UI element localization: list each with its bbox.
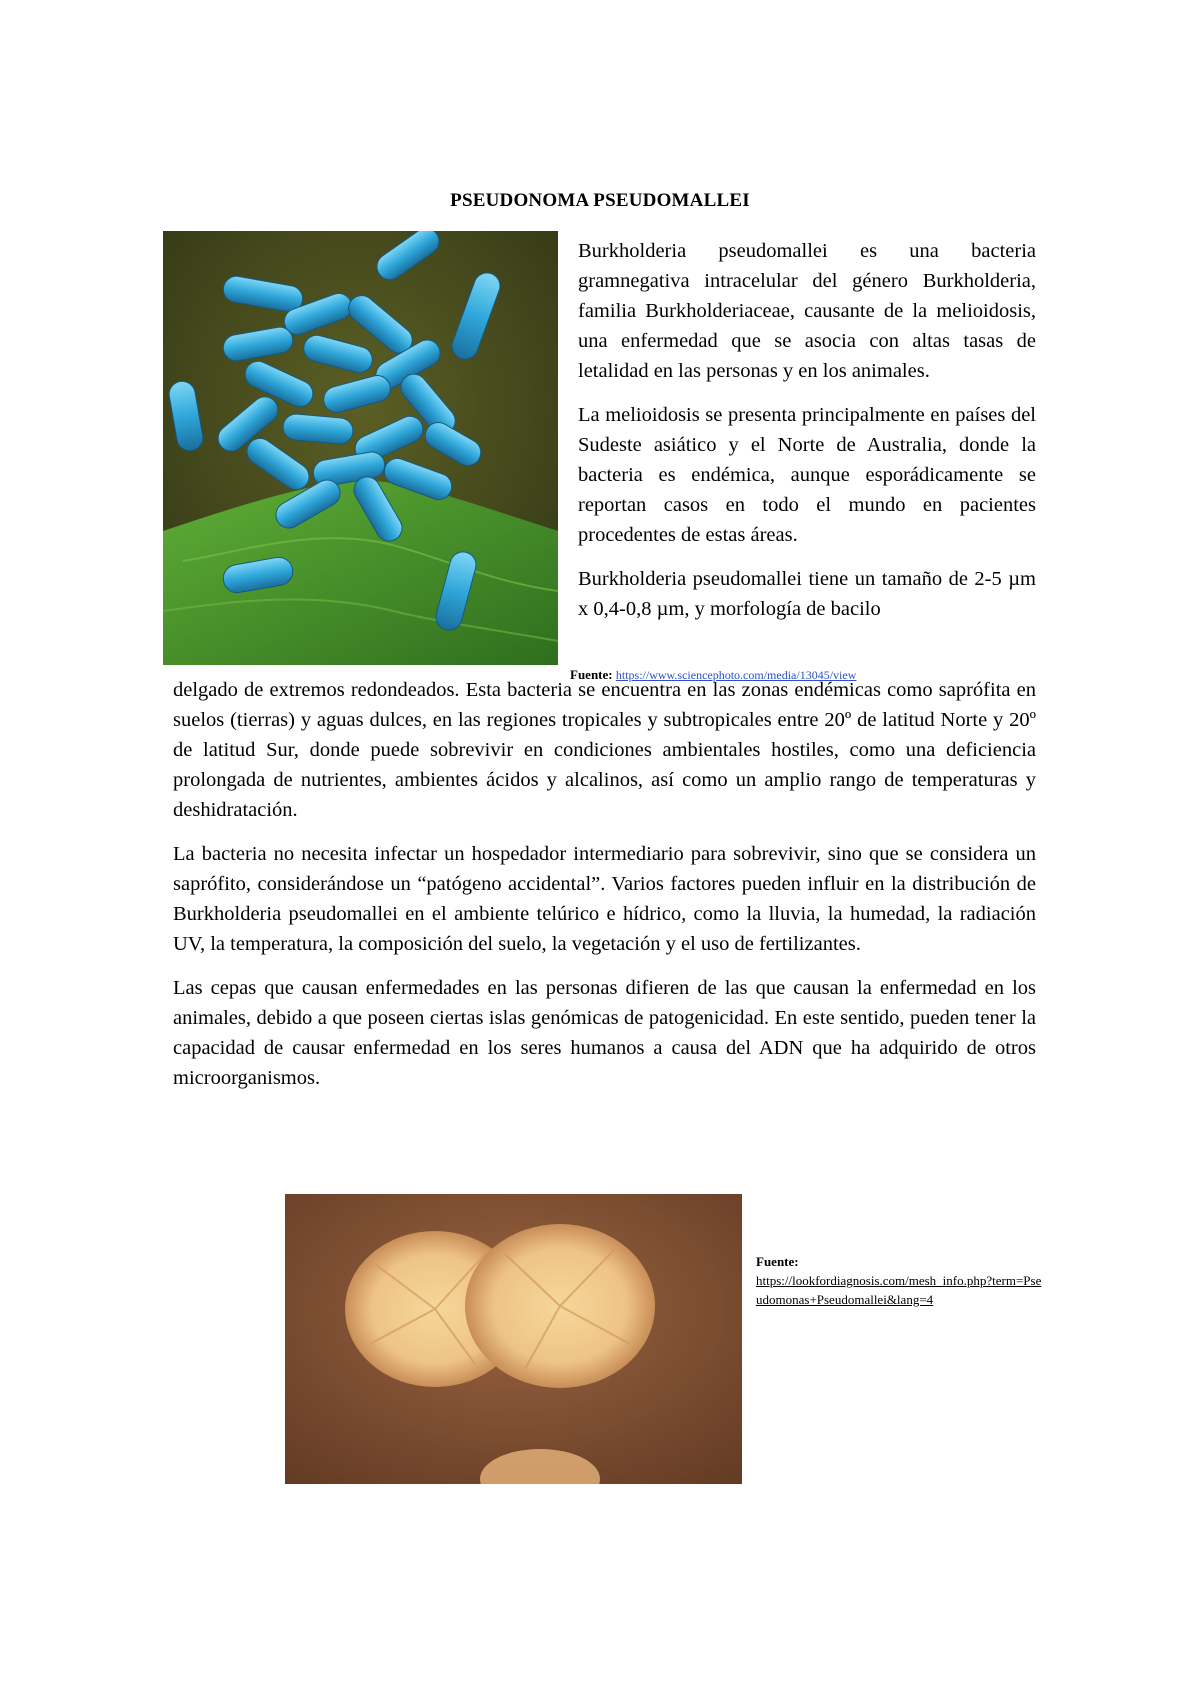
full-width-text — [173, 675, 1036, 1107]
paragraph-size-start: Burkholderia pseudomallei tiene un tamaño de 2-5 µm x 0,4-0,8 µm, y morfología de bacilo — [578, 568, 1036, 620]
caption-link[interactable]: https://lookfordiagnosis.com/mesh_info.php?term=Pseudomonas+Pseudomallei&lang=4 — [756, 1273, 1042, 1307]
paragraph-distribution: La melioidosis se presenta principalmente en países del Sudeste asiático y el Norte de Australia, donde la bacteria es endémica, aunque esporádicamente se reportan casos en todo el mundo en pacientes procedentes de estas áreas. — [578, 404, 1036, 546]
caption-link[interactable]: https://www.sciencephoto.com/media/13045/view — [615, 668, 857, 682]
paragraph-morphology: delgado de extremos redondeados. Esta bacteria se encuentra en las zonas endémicas como saprófita en suelos (tierras) y aguas dulces, en las regiones tropicales y subtropicales entre 20º de latitud Norte y 20º de latitud Sur, donde puede sobrevivir en condiciones ambientales hostiles, como una deficiencia prolongada de nutrientes, ambientes ácidos y alcalinos, así como un amplio rango de temperaturas y deshidratación. — [173, 679, 1036, 821]
paragraph-intro: Burkholderia pseudomallei es una bacteria gramnegativa intracelular del género Burkholderia, familia Burkholderiaceae, causante de la melioidosis, una enfermedad que se asocia con altas tasas de letalidad en las personas y en los animales. — [578, 240, 1036, 382]
colony-pair — [345, 1224, 655, 1388]
colony-image-caption — [756, 1252, 1046, 1309]
page-title: PSEUDONOMA PSEUDOMALLEI — [450, 190, 750, 211]
sem-image-caption — [570, 667, 856, 683]
bacteria-micrograph-image — [163, 231, 558, 665]
paragraph-saprophyte: La bacteria no necesita infectar un hospedador intermediario para sobrevivir, sino que se considera un saprófito, considerándose un “patógeno accidental”. Varios factores pueden influir en la distribución de Burkholderia pseudomallei en el ambiente telúrico e hídrico, como la lluvia, la humedad, la radiación UV, la temperatura, la composición del suelo, la vegetación y el uso de fertilizantes. — [173, 843, 1036, 955]
caption-label: Fuente: — [756, 1254, 799, 1269]
right-column-text — [578, 236, 1036, 624]
bacterial-colony-image — [285, 1194, 742, 1484]
caption-label: Fuente: — [570, 667, 613, 682]
paragraph-strains: Las cepas que causan enfermedades en las personas difieren de las que causan la enfermedad en los animales, debido a que poseen ciertas islas genómicas de patogenicidad. En este sentido, pueden tener la capacidad de causar enfermedad en los seres humanos a causa del ADN que ha adquirido de otros microorganismos. — [173, 977, 1036, 1089]
